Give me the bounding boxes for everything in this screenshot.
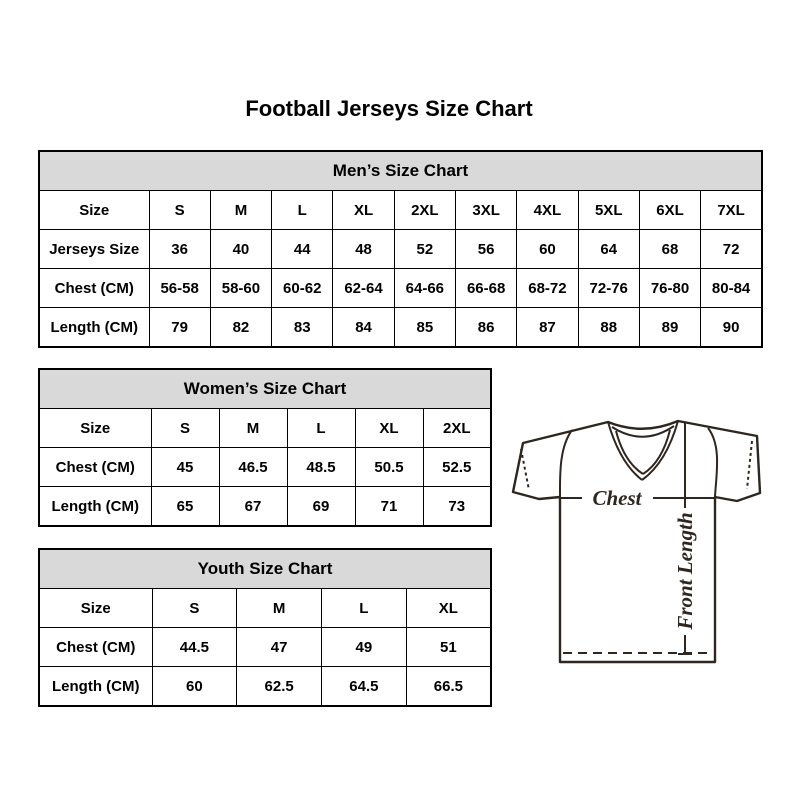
womens-cell-0-0: S bbox=[151, 409, 219, 448]
mens-cell-1-1: 40 bbox=[210, 230, 271, 269]
mens-title-row bbox=[39, 151, 762, 191]
mens-row-2-label: Chest (CM) bbox=[39, 269, 149, 308]
womens-cell-1-4: 52.5 bbox=[423, 448, 491, 487]
youth-cell-2-3: 66.5 bbox=[406, 667, 491, 707]
mens-cell-1-7: 64 bbox=[578, 230, 639, 269]
womens-row-1 bbox=[39, 448, 491, 487]
mens-row-2 bbox=[39, 269, 762, 308]
womens-table-title: Women’s Size Chart bbox=[39, 369, 491, 409]
mens-cell-2-5: 66-68 bbox=[455, 269, 516, 308]
youth-cell-1-3: 51 bbox=[406, 628, 491, 667]
womens-cell-2-2: 69 bbox=[287, 487, 355, 527]
mens-cell-1-3: 48 bbox=[333, 230, 394, 269]
womens-cell-2-4: 73 bbox=[423, 487, 491, 527]
mens-cell-3-7: 88 bbox=[578, 308, 639, 348]
mens-row-3-label: Length (CM) bbox=[39, 308, 149, 348]
mens-cell-1-5: 56 bbox=[455, 230, 516, 269]
mens-row-3 bbox=[39, 308, 762, 348]
womens-row-2 bbox=[39, 487, 491, 527]
mens-cell-3-5: 86 bbox=[455, 308, 516, 348]
youth-cell-1-0: 44.5 bbox=[152, 628, 237, 667]
mens-row-1-label: Jerseys Size bbox=[39, 230, 149, 269]
mens-cell-1-0: 36 bbox=[149, 230, 210, 269]
mens-cell-1-9: 72 bbox=[701, 230, 762, 269]
womens-cell-0-1: M bbox=[219, 409, 287, 448]
chest-measure-label: Chest bbox=[592, 486, 642, 510]
mens-cell-1-4: 52 bbox=[394, 230, 455, 269]
mens-cell-0-9: 7XL bbox=[701, 191, 762, 230]
youth-cell-2-2: 64.5 bbox=[322, 667, 407, 707]
mens-cell-3-0: 79 bbox=[149, 308, 210, 348]
womens-cell-0-3: XL bbox=[355, 409, 423, 448]
mens-cell-0-8: 6XL bbox=[639, 191, 700, 230]
womens-cell-0-2: L bbox=[287, 409, 355, 448]
mens-cell-2-6: 68-72 bbox=[517, 269, 578, 308]
mens-cell-1-2: 44 bbox=[272, 230, 333, 269]
mens-cell-1-6: 60 bbox=[517, 230, 578, 269]
mens-cell-2-9: 80-84 bbox=[701, 269, 762, 308]
mens-cell-0-4: 2XL bbox=[394, 191, 455, 230]
womens-cell-0-4: 2XL bbox=[423, 409, 491, 448]
mens-cell-0-3: XL bbox=[333, 191, 394, 230]
womens-size-table bbox=[38, 368, 492, 527]
mens-cell-0-2: L bbox=[272, 191, 333, 230]
mens-cell-2-4: 64-66 bbox=[394, 269, 455, 308]
mens-cell-2-2: 60-62 bbox=[272, 269, 333, 308]
mens-cell-1-8: 68 bbox=[639, 230, 700, 269]
mens-cell-3-2: 83 bbox=[272, 308, 333, 348]
mens-cell-3-8: 89 bbox=[639, 308, 700, 348]
mens-row-0-label: Size bbox=[39, 191, 149, 230]
womens-cell-1-1: 46.5 bbox=[219, 448, 287, 487]
womens-row-2-label: Length (CM) bbox=[39, 487, 151, 527]
youth-table-title: Youth Size Chart bbox=[39, 549, 491, 589]
womens-row-0 bbox=[39, 409, 491, 448]
youth-row-0-label: Size bbox=[39, 589, 152, 628]
womens-cell-1-2: 48.5 bbox=[287, 448, 355, 487]
mens-cell-2-7: 72-76 bbox=[578, 269, 639, 308]
womens-cell-2-0: 65 bbox=[151, 487, 219, 527]
mens-cell-3-6: 87 bbox=[517, 308, 578, 348]
jersey-measurement-diagram bbox=[505, 398, 777, 683]
youth-cell-2-1: 62.5 bbox=[237, 667, 322, 707]
youth-row-2-label: Length (CM) bbox=[39, 667, 152, 707]
page-title: Football Jerseys Size Chart bbox=[245, 96, 533, 121]
mens-cell-3-3: 84 bbox=[333, 308, 394, 348]
mens-row-1 bbox=[39, 230, 762, 269]
womens-row-0-label: Size bbox=[39, 409, 151, 448]
mens-cell-0-5: 3XL bbox=[455, 191, 516, 230]
mens-cell-3-9: 90 bbox=[701, 308, 762, 348]
womens-cell-2-3: 71 bbox=[355, 487, 423, 527]
front-length-measure-label: Front Length bbox=[673, 512, 697, 630]
mens-cell-0-6: 4XL bbox=[517, 191, 578, 230]
womens-cell-1-3: 50.5 bbox=[355, 448, 423, 487]
mens-table-title: Men’s Size Chart bbox=[39, 151, 762, 191]
mens-cell-0-7: 5XL bbox=[578, 191, 639, 230]
mens-size-table bbox=[38, 150, 763, 348]
womens-cell-2-1: 67 bbox=[219, 487, 287, 527]
mens-cell-3-4: 85 bbox=[394, 308, 455, 348]
youth-cell-0-2: L bbox=[322, 589, 407, 628]
youth-row-1-label: Chest (CM) bbox=[39, 628, 152, 667]
mens-cell-2-3: 62-64 bbox=[333, 269, 394, 308]
mens-cell-0-1: M bbox=[210, 191, 271, 230]
youth-row-2 bbox=[39, 667, 491, 707]
youth-row-0 bbox=[39, 589, 491, 628]
youth-cell-0-0: S bbox=[152, 589, 237, 628]
mens-cell-3-1: 82 bbox=[210, 308, 271, 348]
mens-cell-0-0: S bbox=[149, 191, 210, 230]
mens-cell-2-0: 56-58 bbox=[149, 269, 210, 308]
youth-size-table bbox=[38, 548, 492, 707]
mens-cell-2-1: 58-60 bbox=[210, 269, 271, 308]
youth-cell-1-2: 49 bbox=[322, 628, 407, 667]
womens-cell-1-0: 45 bbox=[151, 448, 219, 487]
jersey-outline bbox=[513, 421, 760, 662]
mens-cell-2-8: 76-80 bbox=[639, 269, 700, 308]
youth-title-row bbox=[39, 549, 491, 589]
youth-cell-0-1: M bbox=[237, 589, 322, 628]
youth-cell-2-0: 60 bbox=[152, 667, 237, 707]
youth-cell-0-3: XL bbox=[406, 589, 491, 628]
youth-row-1 bbox=[39, 628, 491, 667]
mens-row-0 bbox=[39, 191, 762, 230]
womens-row-1-label: Chest (CM) bbox=[39, 448, 151, 487]
womens-title-row bbox=[39, 369, 491, 409]
youth-cell-1-1: 47 bbox=[237, 628, 322, 667]
